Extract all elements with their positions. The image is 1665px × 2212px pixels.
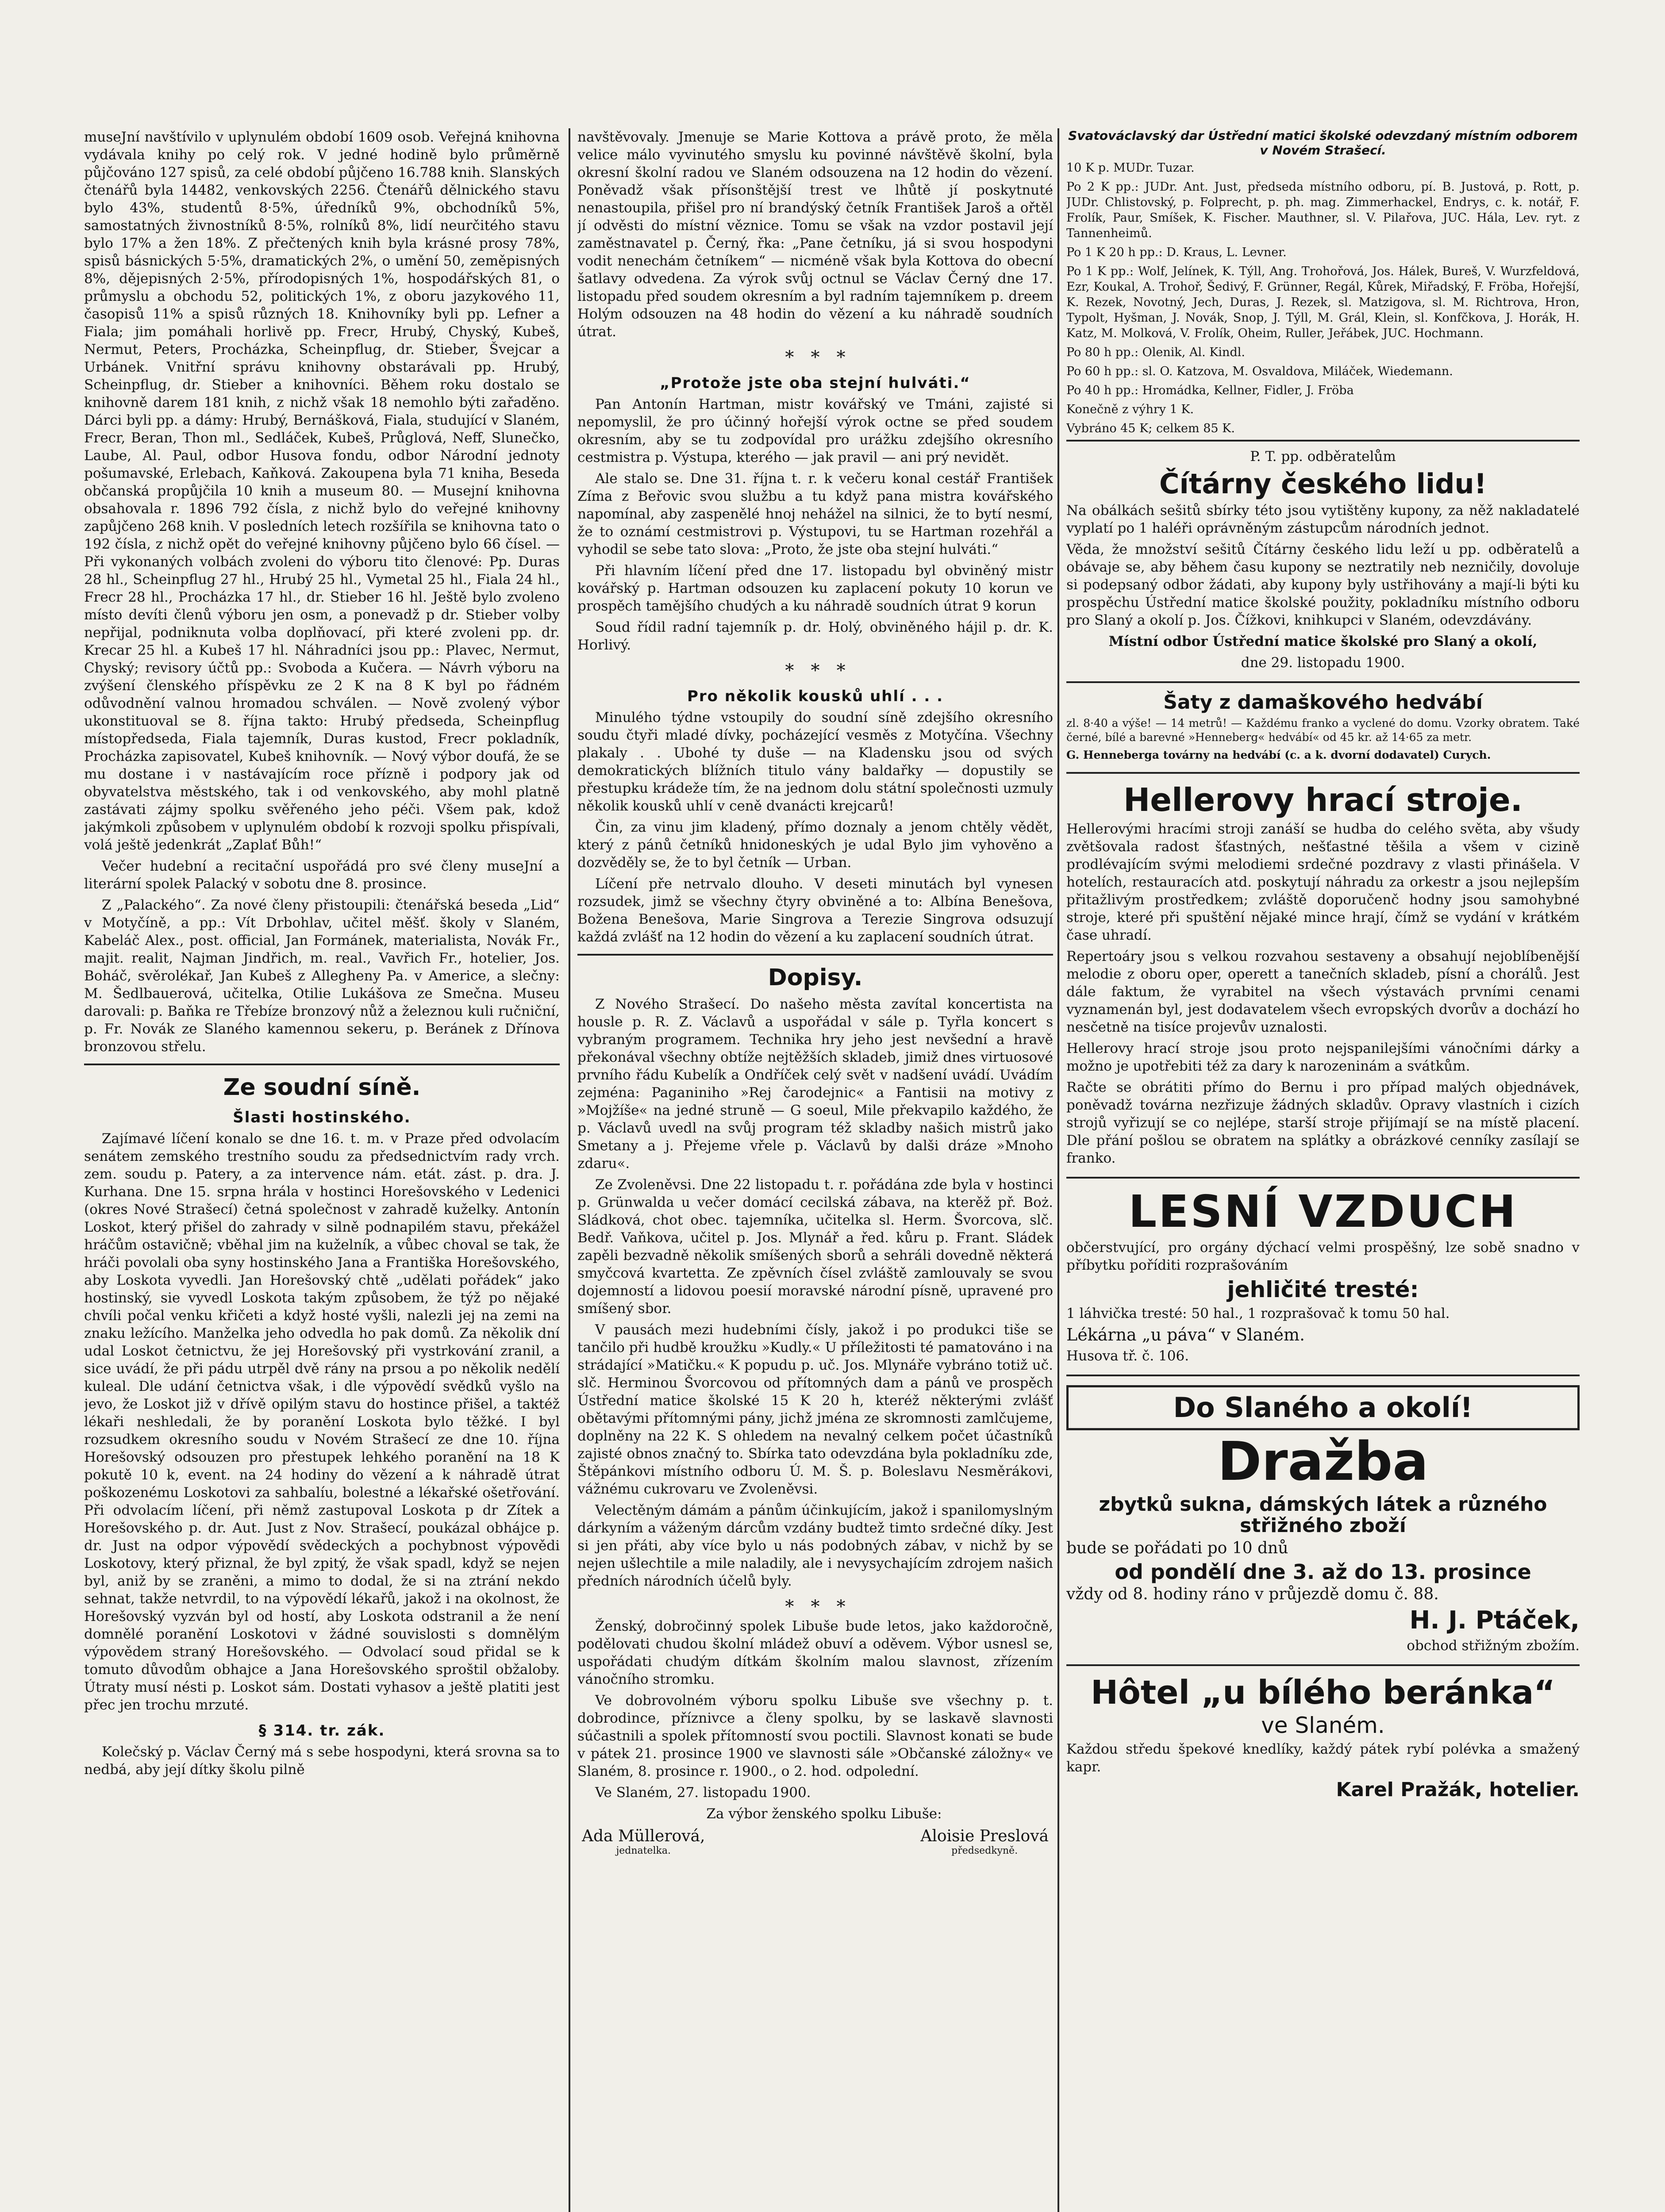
signatures [577,1827,1053,1856]
separator: * * * [785,347,846,368]
notice-body: Ženský, dobročinný spolek Libuše bude letos, jako každoročně, podělovati chudou školní mládež obuví a oděvem. Výbor usnesl se, uspořádati chudým dítkám školním malou slavnost, zřízením vánočního stromku. [577,1618,1053,1687]
divider [84,1064,560,1065]
separator: * * * [785,661,846,681]
section-title: Ze soudní síně. [223,1074,421,1101]
ad-hedvabi: Šaty z damaškového hedvábí zl. 8·40 a výše! — 14 metrů! — Každému franko a vyclené do domu. Vzorky obratem. Také černé, bílé a barevné »Henneberg« hedvábí« od 45 kr. až 14·65 za metr. G. Henneberga továrny na hedvábí (c. a k. dvorní dodavatel) Curych. [1066,681,1580,772]
donations-title: Svatováclavský dar Ústřední matici školské odevzdaný místním odborem v Novém Strašecí. [1068,128,1578,157]
palacky-members: Z „Palackého“. Za nové členy přistoupili: čtenářská beseda „Lid“ v Motyčíně, a pp.: Vít Drbohlav, učitel měšť. školy v Slaném, Kabeláč Alex., post. official, Jan Formánek, materialista, Novák Fr., majit. realit, Najman Jindřich, m. real., Vavřich Fr., hotelier, Jos. Boháč, svěrolékař, Jan Kubeš z Allegheny Pa. v Americe, a slečny: M. Šedlbauerová, učitelka, Otilie Lukášova ze Smečna. Museu darovali: p. Baňka re Třebíze bronzový nůž a železnou kuli ručniční, p. Fr. Novák ze Slaného kamennou sekeru, p. Beránek z Dřínova bronzovou střelu. [84,897,560,1055]
letter-body: V pausách mezi hudebními čísly, jakož i po produkci tiše se tančilo při hudbě kroužku »Kudly.« U příležitosti té pamatováno i na strádající »Matičku.« K popudu p. uč. Jos. Mlynáře vybráno totiž uč. slč. Herminou Švorcovou od přítomných dam a pánů ve prospěch Ústřední matice školské 15 K 20 h, kteréž některými zvlášť obětavými přítomnými pány, jichž jména ze skromnosti zamlčujeme, doplněny na 22 K. S ohledem na nevalný celkem počet účastníků zajisté obnos značný to. Sbírka tato odevzdána byla pokladníku zde, Štěpánkovi místního odboru Ú. M. Š. p. Boleslavu Nesměrákovi, vážnému cukrovaru ve Zvoleněvsi. [577,1322,1053,1497]
ad-drazba: Do Slaného a okolí! Dražba zbytků sukna, dámských látek a různého střižného zboží bude se pořádati po 10 dnů od pondělí dne 3. až do 13. prosince vždy od 8. hodiny ráno v průjezdě domu č. 88. H. J. Ptáček, obchod střižným zbožím. [1066,1375,1580,1664]
article-title: Pro několik kousků uhlí . . . [687,687,944,705]
column-rule [1057,128,1059,2212]
separator: * * * [785,1597,846,1617]
letter-body: Velectěným dámám a pánům účinkujícím, jakož i spanilomyslným dárkyním a váženým dárcům vzdány budtež timto srdečné díky. Jest si jen přáti, aby více bylo u nás podobných zábav, v nichž by se nejen ušlechtile a mile naladily, ale i nevysychajícím zdrojem našich předních národních účelů byly. [577,1502,1053,1589]
museum-report: museJní navštívilo v uplynulém období 1609 osob. Veřejná knihovna vydávala knihy po celý rok. V jedné hodině bylo průměrně půjčováno 127 spisů, za celé období půjčeno 16.788 knih. Slanských čtenářů byla 14482, venkovských 2256. Čtenářů dělnického stavu bylo 43%, studentů 8·5%, úředníků 9%, obchodníků 5%, samostatných živnostníků 8·5%, rolníků 8%, lidí neurčitého stavu bylo 17% a žen 18%. Z přečtených knih byla krásné prosy 78%, spisů básnických 5·5%, dramatických 2%, o umění 50, zeměpisných 8%, dějepisných 2·5%, přírodopisných 1%, hospodářských 81, o průmyslu a obchodu 52, politických 1%, z oboru jazykového 11, časopisů 11% a spisů různých 18. Knihovníky byli pp. Lefner a Fiala; jim pomáhali horlivě pp. Frecr, Hrubý, Chyský, Kubeš, Nermut, Peters, Procházka, Scheinpflug, dr. Stieber, Švejcar a Urbánek. Vnitřní správu knihovny obstarávali pp. Hrubý, Scheinpflug, dr. Stieber a knihovníci. Během roku dostalo se knihovně darem 181 knih, z nichž však 18 nemohlo býti zařaděno. Dárci byli pp. a dámy: Hrubý, Bernášková, Fiala, studující v Slaném, Frecr, Beran, Thon ml., Sedláček, Kubeš, Průglová, Neff, Slunečko, Laube, Al. Paul, odbor Husova fondu, odbor Národní jednoty pošumavské, Erlebach, Kaňková. Zakoupena byla 71 kniha, Beseda občanská propůjčila 10 knih a museum 80. — Musejní knihovna obsahovala r. 1896 792 čísla, z nichž bylo do veřejné knihovny zapůjčeno 268 knih. V posledních letech rozšířila se knihovna tato o 192 čísla, z nichž opět do veřejné knihovny půjčeno bylo 66 čísel. — Při vykonaných volbách zvoleni do výboru tito členové: Pp. Duras 28 hl., Scheinpflug 27 hl., Hrubý 25 hl., Vymetal 25 hl., Fiala 24 hl., Frecr 28 hl., Procházka 17 hl., dr. Stieber 16 hl. Ještě bylo zvoleno místo devíti členů výboru jen osm, a ponevadž p dr. Stieber volby nepřijal, podniknuta volba doplňovací, při které zvoleni pp. dr. Krecar 25 hl. a Kubeš 17 hl. Náhradníci jsou pp.: Plavec, Nermut, Chyský; revisory účtů pp.: Svoboda a Kučera. — Návrh výboru na zvýšení členského příspěvku ze 2 K na 8 K byl po řádném odůvodnění valnou hromadou schválen. — Nově zvolený výbor ukonstituoval se 8. října takto: Hrubý předseda, Scheinpflug místopředseda, Fiala tajemník, Duras kustod, Frecr pokladník, Procházka zapisovatel, Kubeš knihovník. — Nový výbor doufá, že se mu dostane i v nastávajícím roce přízně i podpory jak od obyvatelstva městského, tak i od venkovského, aby mohl platně zastávati zájmy spolku svěřeného jeho péči. Všem pak, kdož jakýmkoli způsobem v uplynulém období k rozvoji spolku přispívali, volá ještě jedenkrát „Zaplať Bůh!“ [84,129,560,853]
ad-hotel: Hôtel „u bílého beránka“ ve Slaném. Každou středu špekové knedlíky, každý pátek rybí polévka a smažený kapr. Karel Pražák, hotelier. [1066,1664,1580,1810]
article-body: Minulého týdne vstoupily do soudní síně zdejšího okresního soudu čtyři mladé dívky, pocházející vesměs z Motyčína. Všechny plakaly . . Ubohé ty duše — na Kladensku jsou od svých demokratických blížních titulo vány baldařky — dopustily se přestupku krádeže tím, že na jednom dolu státní společnosti uzmuly několik kousků uhlí v ceně dvanácti krejcarů! [577,710,1053,814]
ad-heller: Hellerovy hrací stroje. Hellerovými hracími stroji zanáší se hudba do celého světa, aby všudy zvětšovala radost šťastných, nešťastné těšila a všem v cizině prodlévajícím svými melodiemi srdečné pozdravy z vlasti přinášela. V hotelích, restauracích atd. poskytují náhradu za orkestr a jsou nejlepším přitažlivým prostředkem; zvláště doporučenč hodny jsou samohybné stroje, které při spuštění nějaké mince hrají, čímž se vydání v krátkém čase uhradí. Repertoáry jsou s velkou rozvahou sestaveny a obsahují nejoblíbenější melodie z oboru oper, operett a tanečních skladeb, písní a chorálů. Jest dále faktum, že vyrabitel na všech výstavách prvními cenami vyznamenán byl, jest dodavatelem všech evropských dvorův a dochází ho nesčetně na tisíce projevův uznalosti. Hellerovy hrací stroje jsou proto nejspanilejšími vánočními dárky a možno je upotřebiti též za dary k narozeninám a svátkům. Račte se obrátiti přímo do Bernu i pro případ malých objednávek, poněvadž továrna nezřizuje žádných skladův. Opravy vlastních i cizích strojů vyřizují se co nejlépe, starší stroje přijímají se na místě placení. Dle přání pošlou se obratem na splátky a obrázkové cenníky zasílají se franko. [1066,772,1580,1177]
article-body: Zajímavé líčení konalo se dne 16. t. m. v Praze před odvolacím senátem zemského trestního soudu za předsednictvím rady vrch. zem. soudu p. Patery, a za intervence nám. etát. zást. p. dra. J. Kurhana. Dne 15. srpna hrála v hostinci Horešovského v Ledenici (okres Nové Strašecí) četná společnost v zahradě kuželky. Antonín Loskot, který přišel do zahrady v silně podnapilém stavu, překážel hráčům ostavičně; vběhal jim na kuželník, a vůbec choval se tak, že hráči povolali oba syny hostinského Jana a Františka Horešovského, aby Loskota vyvedli. Jan Horešovský chtě „udělati pořádek“ jako hostinský, sie vyvedl Loskota takým způsobem, že týž po nějaké chvíli počal venku křičeti a když hosté vyšli, nalezli jej na zemi na znaku ležícího. Manželka jeho odvedla ho pak domů. Za několik dní udal Loskot četnictvu, že jej Horešovský při vystrkování zranil, a sice uvádí, že při pádu utrpěl dvě rány na prsou a po několik nedělí kuleal. Dle udání četnictva však, i dle výpovědí svědků vyšlo na jevo, že Loskot již v dřívě opilým stavu do hostince přišel, a taktéž lékaři neshledali, že by poranění Loskota bylo těžké. I byl rozsudkem okresního soudu v Novém Strašecí ze dne 10. října Horešovský odsouzen pro přestupek lehkého poranění na 18 K pokutě 10 k, event. na 24 hodiny do vězení a k náhradě útrat poškozenému Loskotovi za sahbalíu, bolestné a lékařské ošetřování. Při odvolacím líčení, při němž zastupoval Loskota p dr Zítek a Horešovského p. dr. Aut. Just z Nov. Strašecí, poukázal obhájce p. dr. Just na odpor výpovědí svědeckých a pochybnost výpovědi Loskotovy, který přiznal, že byl zpitý, že však spadl, když se nejen byl, aniž by se zraněni, a mimo to dodal, že si na ztrání nekdo sehnat, takže netvrdil, to na výpovědí lékařů, jakož i na okolnost, že Horešovský vyzván byl od hostí, aby Loskota odstranil a že není domnělé poranění Loskotovi v žádné souvislosti s domnělým výpovědem straný Horešovského. — Odvolací soud přidal se k tomuto důvodům obhajce a Jana Horešovského sproštil obžaloby. Útraty musí nésti p. Loskot sám. Dostati vyhasov a ještě platiti jest přec jen trochu mrzuté. [84,1131,560,1713]
column-2 [577,128,1053,2212]
letter-body: Ze Zvoleněvsi. Dne 22 listopadu t. r. pořádána zde byla v hostinci p. Grünwalda u večer domácí cecilská zábava, na kterěž př. Boż. Sládková, chot obec. tajemníka, učitelka sl. Herm. Švorcova, slč. Bedř. Vaňkova, učitel p. Jos. Mlynář a řed. kůru p. Frant. Sládek zapěli bezvadně několik smíšených sborů a sehráli dovedně některá smyčcová kvartetta. Ze zpěvních čísel zvláště zamlouvaly se svou dojemností a lidovou poesií moravské národní písně, upravené pro smíšený sbor. [577,1177,1053,1317]
article-body: navštěvovaly. Jmenuje se Marie Kottova a právě proto, že měla velice málo vyvinutého smyslu ku povinné návštěvě školní, byla okresní školní radou ve Slaném odsouzena na 12 hodin do vězení. Poněvadž však přísonštější trest ve lhůtě jí poskytnuté nenastoupila, přišel pro ní brandýský četník František Jaroš a ořtěl jí odvěsti do místní věznice. Tomu se však na vzdor postavil její zaměstnavatel p. Černý, řka: „Pane četníku, já si svou hospodyni vodit nenechám četníkem“ — nicméně však byla Kottova do obecní šatlavy odvedena. Za výrok svůj octnul se Václav Černý dne 17. listopadu před soudem okresním a byl radním tajemníkem p. dreem Holým odsouzen na 48 hodin do vězení a ku náhradě soudních útrat. [577,129,1053,340]
ad-citarny: P. T. pp. odběratelům Čítárny českého lidu! Na obálkách sešitů sbírky této jsou vytištěny kupony, za něž nakladatelé vyplatí po 1 haléři oprávněným zástupcům národních jednot. Věda, že množství sešitů Čítárny českého lidu leží u pp. odběratelů a obávaje se, aby během času kupony se neztratily neb nezničily, dovoluje si podepsaný odbor žádati, aby kupony byly ustřihovány a mají-li býti ku prospěchu Ústřední matice školské použity, pokladníku místního odboru pro Slaný a okolí p. Jos. Čížkovi, knihkupci v Slaném, odevzdávány. Místní odbor Ústřední matice školské pro Slaný a okolí, dne 29. listopadu 1900. [1066,440,1580,681]
article-title: Šlasti hostinského. [233,1109,411,1126]
divider [577,954,1053,956]
article-body: Soud řídil radní tajemník p. dr. Holý, obviněného hájil p. dr. K. Horlivý. [577,619,1053,653]
article-body: Ale stalo se. Dne 31. října t. r. k večeru konal cestář František Zíma z Beřovic svou službu a tu když pana mistra kovářského napomínal, aby zaspenělé hnoj nehážel na silnici, že to bytí nesmí, že to oznámí cestmistrovi p. Výstupovi, tu se Hartman rozehřál a vyhodil se sebe tato slova: „Proto, že jste oba stejní hulváti.“ [577,471,1053,557]
article-body: Při hlavním líčení před dne 17. listopadu byl obviněný mistr kovářský p. Hartman odsouzen ku zaplacení pokuty 10 korun ve prospěch tamějšího chudých a ku náhradě soudních útrat 9 korun [577,563,1053,614]
section-title: Dopisy. [768,964,863,991]
notice-body: Ve dobrovolném výboru spolku Libuše sve všechny p. t. dobrodince, příznivce a členy spolku, by se laskavě slavnosti súčastnili a spolek přítomností svou poctili. Slavnost konati se bude v pátek 21. prosince 1900 ve slavnosti sále »Občanské záložny« ve Slaném, 8. prosince r. 1900., o 2. hod. odpolední. [577,1693,1053,1779]
ad-lesni-vzduch: LESNÍ VZDUCH občerstvující, pro orgány dýchací velmi prospěšný, lze sobě snadno v příbytku poříditi rozprašováním jehličité tresté: 1 láhvička tresté: 50 hal., 1 rozprašovač k tomu 50 hal. Lékárna „u páva“ v Slaném. Husova tř. č. 106. [1066,1177,1580,1375]
article-body: Pan Antonín Hartman, mistr kovářský ve Tmáni, zajisté si nepomyslil, že pro účinný hořejší výrok octne se před soudem okresním, aby se tu zodpovídal pro urážku zdejšího okresního cestmistra p. Výstupa, kterého — jak pravil — ani prý nevidět. [577,396,1053,465]
article-title: „Protože jste oba stejní hulváti.“ [660,374,971,392]
signature-right: Aloisie Preslová předsedkyně. [920,1827,1049,1856]
letter-body: Z Nového Strašecí. Do našeho města zavítal koncertista na housle p. R. Z. Václavů a uspořádal v sále p. Tyřla koncert s vybraným programem. Technika hry jeho jest nevšední a hravě překonával všechny obtíže nejtěžších skladeb, jimiž dnes virtuosové prvního řádu Kubelík a Ondříček celý svět v nadšení uvádí. Uvádím zejména: Paganiniho »Rej čarodejnic« a Fantisii na motivy z »Mojžíše« na jedné struně — G soeul, Mile překvapilo každého, že p. Václavů uvedl na svůj program též skladby našich mistrů jako Smetany a j. Přejeme vřele p. Václavů by dalši dráze »Mnoho zdaru«. [577,996,1053,1171]
notice-date: Ve Slaném, 27. listopadu 1900. [595,1785,811,1801]
donations-list: Svatováclavský dar Ústřední matici školské odevzdaný místním odborem v Novém Strašecí. 10 K p. MUDr. Tuzar. Po 2 K pp.: JUDr. Ant. Just, předseda místního odboru, pí. B. Justová, p. Rott, p. JUDr. Chlistovský, p. Folprecht, p. ph. mag. Zimmerhackel, Endrys, c. k. notář, F. Frolík, Paur, Smíšek, K. Fischer. Mauthner, sl. V. Pilařova, JUC. Hála, Lev. ryt. z Tannenheimů. Po 1 K 20 h pp.: D. Kraus, L. Levner. Po 1 K pp.: Wolf, Jelínek, K. Týll, Ang. Trohořová, Jos. Hálek, Bureš, V. Wurzfeldová, Ezr, Koukal, A. Trohoř, Šedivý, F. Grünner, Regál, Kůrek, Miřadský, F. Fröba, Hořejší, K. Rezek, Novotný, Jech, Duras, J. Rezek, sl. Matzigova, sl. M. Richtrova, Hron, Typolt, Hyšman, J. Novák, Snop, J. Týll, M. Grál, Klein, sl. Konfčkova, J. Horák, H. Katz, M. Molková, V. Frolík, Oheim, Ruller, Jeřábek, JUC. Hochmann. Po 80 h pp.: Olenik, Al. Kindl. Po 60 h pp.: sl. O. Katzova, M. Osvaldova, Miláček, Wiedemann. Po 40 h pp.: Hromádka, Kellner, Fidler, J. Fröba Konečně z výhry 1 K. Vybráno 45 K; celkem 85 K. [1066,128,1580,435]
column-rule [569,128,570,2212]
signature-intro: Za výbor ženského spolku Libuše: [706,1806,942,1822]
article-body: Líčení pře netrvalo dlouho. V deseti minutách byl vynesen rozsudek, jimž se všechny čtyry obviněné a to: Albína Benešova, Božena Benešova, Marie Singrova a Terezie Singrova odsuzují každá zvlášť na 12 hodin do vězení a ku zaplacení soudních útrat. [577,876,1053,945]
article-body: Čin, za vinu jim kladený, přímo doznaly a jenom chtěly vědět, který z pánů četníků hnidoneských je udal Bylo jim vyhověno a dozvěděly se, že to byl četník — Urban. [577,819,1053,871]
column-1 [84,128,560,2212]
article-body: Kolečský p. Václav Černý má s sebe hospodyni, která srovna sa to nedbá, aby její dítky školu pilně [84,1744,560,1778]
column-3 [1066,128,1580,2212]
palacky-evening: Večer hudební a recitační uspořádá pro své členy museJní a literární spolek Palacký v sobotu dne 8. prosince. [84,858,560,892]
article-title: § 314. tr. zák. [258,1722,385,1740]
signature-left: Ada Müllerová, jednatelka. [582,1827,705,1856]
